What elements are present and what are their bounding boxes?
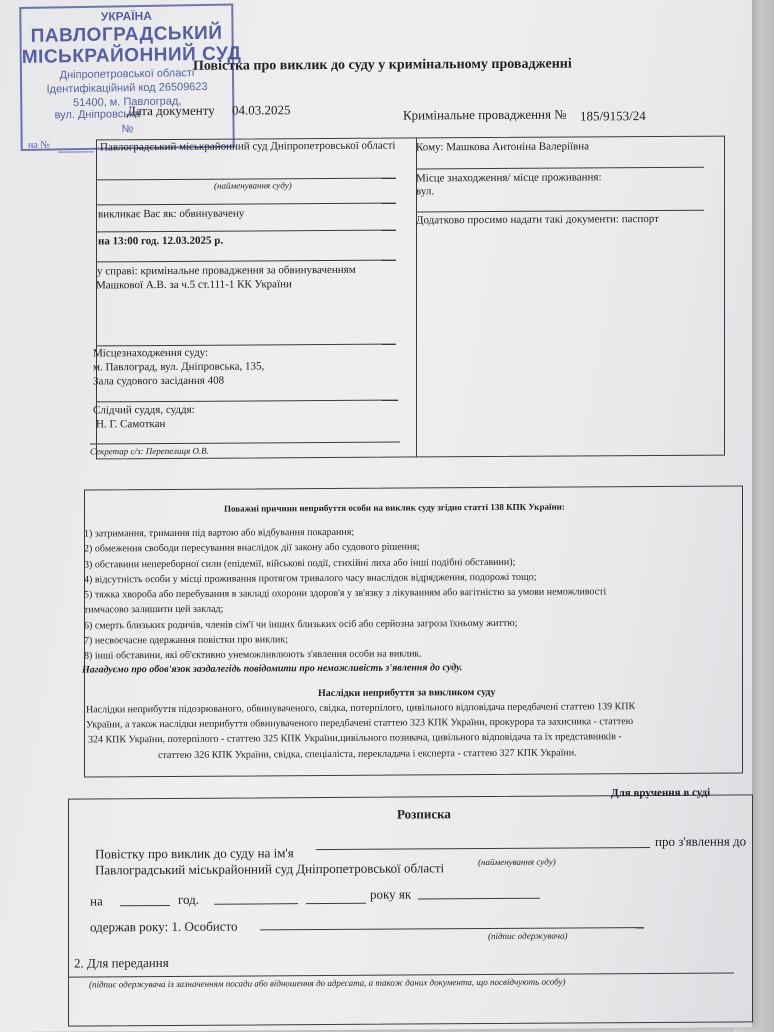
receipt-box bbox=[68, 794, 753, 1026]
transfer-caption: (підпис одержувача із зазначенням посади або відношення до адресата, а також даних документа, що посвідчують особу) bbox=[89, 976, 566, 990]
case-label: Кримінальне провадження № bbox=[403, 106, 567, 123]
doc-date-label: Дата документу bbox=[127, 102, 215, 119]
stamp-line: МІСЬКРАЙОННИЙ СУД bbox=[21, 43, 242, 68]
consequences-line: України, а також наслідки неприбуття обвинуваченого передбачені статтею 323 КПК України, прокурора та захисника - статтею bbox=[86, 716, 634, 731]
receipt-court-caption: (найменування суду) bbox=[478, 856, 556, 868]
reason-item: 6) смерть близьких родичів, членів сім'ї чи інших близьких осіб або серйозна загроза їхньому життю; bbox=[84, 617, 518, 632]
receipt-line: Повістку про виклик до суду на ім'я bbox=[95, 845, 294, 862]
stamp-line: Ідентифікаційний код 26509623 bbox=[46, 80, 208, 96]
recipient: Кому: Машкова Антоніна Валеріївна bbox=[416, 140, 590, 154]
court-caption: (найменування суду) bbox=[214, 180, 292, 191]
case-description-line: Машкової А.В. за ч.5 ст.111-1 КК України bbox=[96, 278, 292, 292]
for-court-note: Для вручення в суді bbox=[611, 786, 711, 800]
case-description-line: у справі: кримінальне провадження за обвинуваченням bbox=[97, 263, 356, 278]
stamp-line: Дніпропетровської області bbox=[59, 67, 195, 82]
case-number: 185/9153/24 bbox=[580, 108, 646, 124]
stamp-line: ПАВЛОГРАДСЬКИЙ bbox=[30, 22, 223, 47]
judge-label: Слідчий суддя, суддя: bbox=[93, 403, 195, 417]
stamp-line: вул. Дніпровська bbox=[54, 108, 141, 122]
receipt-on: на bbox=[90, 893, 103, 909]
receipt-court: Павлоградський міськрайонний суд Дніпропетровської області bbox=[95, 860, 445, 878]
summons-role: викликає Вас як: обвинувачену bbox=[98, 207, 245, 221]
reminder: Нагадуємо про обов'язок заздалегідь повідомити про неможливість з'явлення до суду. bbox=[82, 662, 463, 676]
receipt-year-label: року як bbox=[370, 886, 412, 902]
consequences-line: 324 КПК України, потерпілого - статтею 325 КПК України,цивільного позивача, цивільного відповідача та їх представників - bbox=[88, 731, 622, 746]
judge-name: Н. Г. Самоткан bbox=[96, 417, 166, 431]
stamp-line: № bbox=[121, 123, 134, 136]
receipt-hour: год. bbox=[178, 891, 199, 907]
reasons-list bbox=[84, 523, 606, 664]
signature-caption: (підпис одержувача) bbox=[488, 930, 568, 942]
reason-item: 3) обставини непереборної сили (епідемії, військові події, стихійні лиха або інші подібні обставини); bbox=[84, 556, 516, 571]
residence-label: Місце знаходження/ місце проживання: bbox=[416, 171, 602, 185]
reasons-heading: Поважні причини неприбуття особи на виклик суду згідно статті 138 КПК України: bbox=[224, 501, 565, 514]
residence-value: вул. bbox=[416, 185, 435, 198]
doc-date: 04.03.2025 bbox=[232, 102, 291, 118]
reason-item: 5) тяжка хвороба або перебування в закладі охорони здоров'я у зв'язку з лікуванням або вагітністю за умови неможливості bbox=[84, 586, 607, 601]
document-title: Повістка про виклик до суду у кримінальному провадженні bbox=[193, 56, 572, 74]
receipt-line: про з'явлення до bbox=[655, 833, 747, 849]
stamp-ref: на № bbox=[28, 139, 50, 151]
hearing-datetime: на 13:00 год. 12.03.2025 р. bbox=[98, 234, 224, 248]
stamp-line: УКРАЇНА bbox=[100, 8, 152, 24]
court-location-label: Місцезнаходження суду: bbox=[93, 346, 209, 360]
consequences-line: Наслідки неприбуття підозрюваного, обвинуваченого, свідка, потерпілого, цивільного відповідача передбачені статтею 139 КПК bbox=[86, 701, 636, 716]
court-location-line: Зала судового засідання 408 bbox=[93, 374, 225, 388]
reason-item: тимчасово залишити цей заклад; bbox=[84, 604, 224, 616]
reason-item: 4) відсутність особи у місці проживання протягом тривалого часу внаслідок відрядження, подорожі тощо; bbox=[84, 571, 537, 586]
reason-item: 2) обмеження свободи пересування внаслідок дії закону або судового рішення; bbox=[84, 541, 420, 555]
reason-item: 1) затримання, тримання під вартою або відбування покарання; bbox=[84, 526, 355, 540]
consequences-line: статтею 326 КПК України, свідка, спеціаліста, перекладача і експерта - статтею 327 КПК України. bbox=[158, 747, 577, 762]
secretary: Секретар с/з: Перепелиця О.В. bbox=[90, 445, 209, 457]
court-location-line: м. Павлоград, вул. Дніпровська, 135, bbox=[93, 360, 265, 374]
stamp-line: 51400, м. Павлоград, bbox=[73, 95, 182, 110]
receipt-transfer: 2. Для передання bbox=[74, 954, 169, 971]
required-documents: Додатково просимо надати такі документи: паспорт bbox=[416, 212, 659, 227]
court-name: Павлоградський міськрайонний суд Дніпропетровської області bbox=[100, 139, 396, 154]
reason-item: 7) несвоєчасне одержання повістки про виклик; bbox=[84, 634, 288, 647]
receipt-received: одержав року: 1. Особисто bbox=[90, 918, 238, 935]
receipt-heading: Розписка bbox=[397, 806, 451, 822]
court-stamp bbox=[19, 3, 242, 151]
reason-item: 8) інші обставини, які об'єктивно унеможливлюють з'явлення особи на виклик. bbox=[84, 648, 422, 662]
consequences-heading: Наслідки неприбуття за викликом суду bbox=[318, 686, 496, 700]
